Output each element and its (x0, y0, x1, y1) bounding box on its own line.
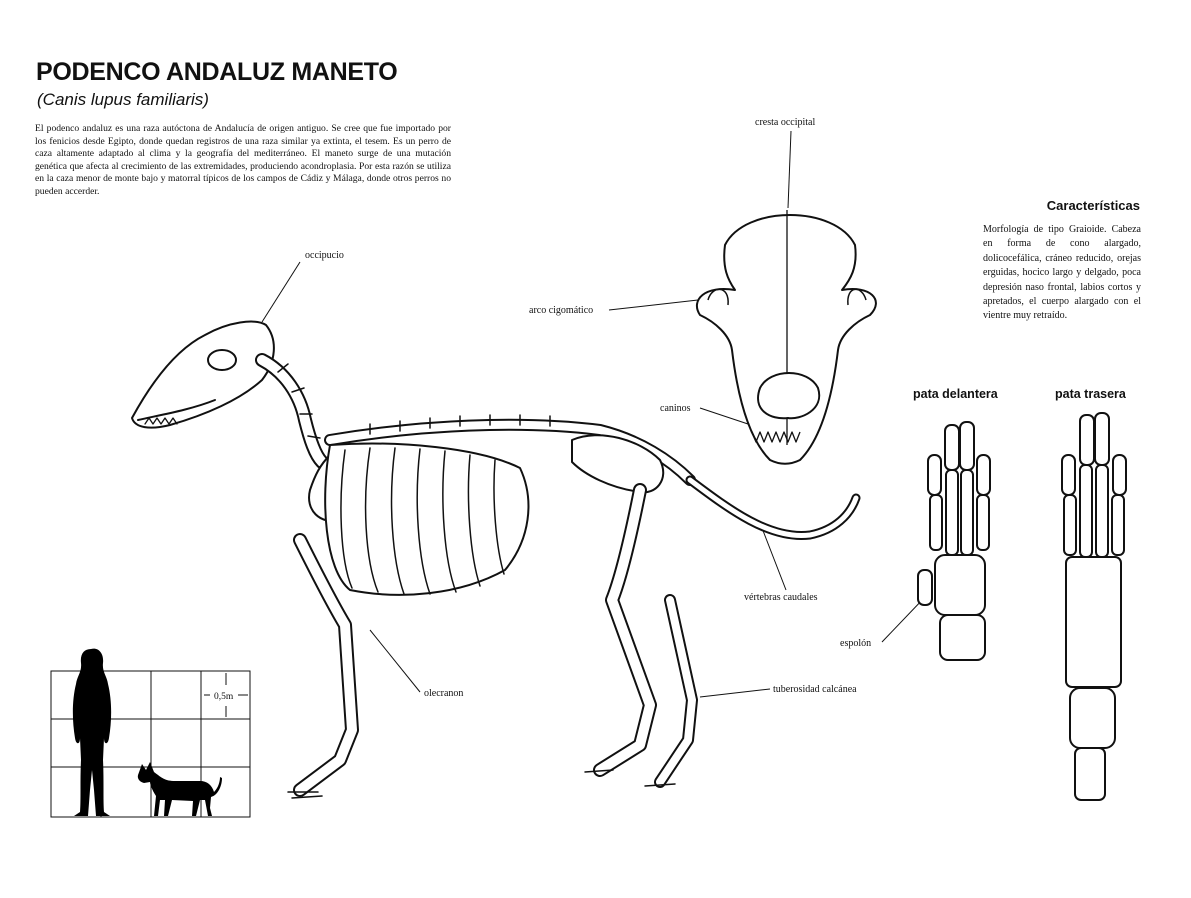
dog-silhouette (138, 762, 222, 816)
leader-tuberosidad (700, 689, 770, 697)
front-paw-heading: pata delantera (913, 387, 998, 401)
leader-espolon (882, 597, 925, 642)
intro-paragraph: El podenco andaluz es una raza autóctona de Andalucía de origen antiguo. Se cree que fue importado por los fenicios desde Egipto, donde quedan registros de una raza similar ya extinta, el tesem. Es un perro de caza altamente adaptado al clima y la geografía del mediterráneo. El maneto surge de una mutación genética que afecta al crecimiento de las extremidades, produciendo acondroplasia. Por esta razón se utiliza en la caza menor de monte bajo y matorral típicos de los campos de Cádiz y Málaga, donde otros perros no pueden accerder. (35, 123, 451, 197)
scientific-name: (Canis lupus familiaris) (37, 90, 209, 109)
label-arco-cigomatico: arco cigomático (529, 305, 594, 316)
rear-paw-heading: pata trasera (1055, 387, 1126, 401)
leader-olecranon (370, 630, 420, 692)
ribcage (325, 444, 528, 595)
label-vertebras-caudales: vértebras caudales (744, 592, 818, 603)
label-olecranon: olecranon (424, 688, 464, 699)
front-paw (918, 422, 990, 660)
characteristics-heading: Características (1046, 198, 1140, 213)
leader-cresta-occipital (788, 131, 791, 208)
scale-label: 0,5m (214, 692, 234, 702)
rear-paw (1062, 413, 1126, 800)
leader-arco-cigomatico (609, 300, 698, 310)
label-tuberosidad-calcanea: tuberosidad calcánea (773, 684, 857, 695)
skull-dorsal-view (697, 210, 876, 464)
skull (132, 322, 274, 428)
leader-occipucio (262, 262, 300, 322)
page-title: PODENCO ANDALUZ MANETO (36, 58, 398, 86)
human-silhouette (73, 649, 111, 816)
dewclaw (918, 570, 932, 605)
label-occipucio: occipucio (305, 250, 344, 261)
label-caninos: caninos (660, 403, 691, 414)
label-espolon: espolón (840, 638, 872, 649)
characteristics-text: Morfología de tipo Graioide. Cabeza en forma de cono alargado, dolicocefálica, cráneo reducido, orejas erguidas, hocico largo y delgado, poca depresión naso frontal, labios cortos y apretados, el cuerpo alargado con el vientre muy retraído. (983, 224, 1141, 322)
eye-orbit (208, 350, 236, 370)
label-cresta-occipital: cresta occipital (755, 117, 816, 128)
